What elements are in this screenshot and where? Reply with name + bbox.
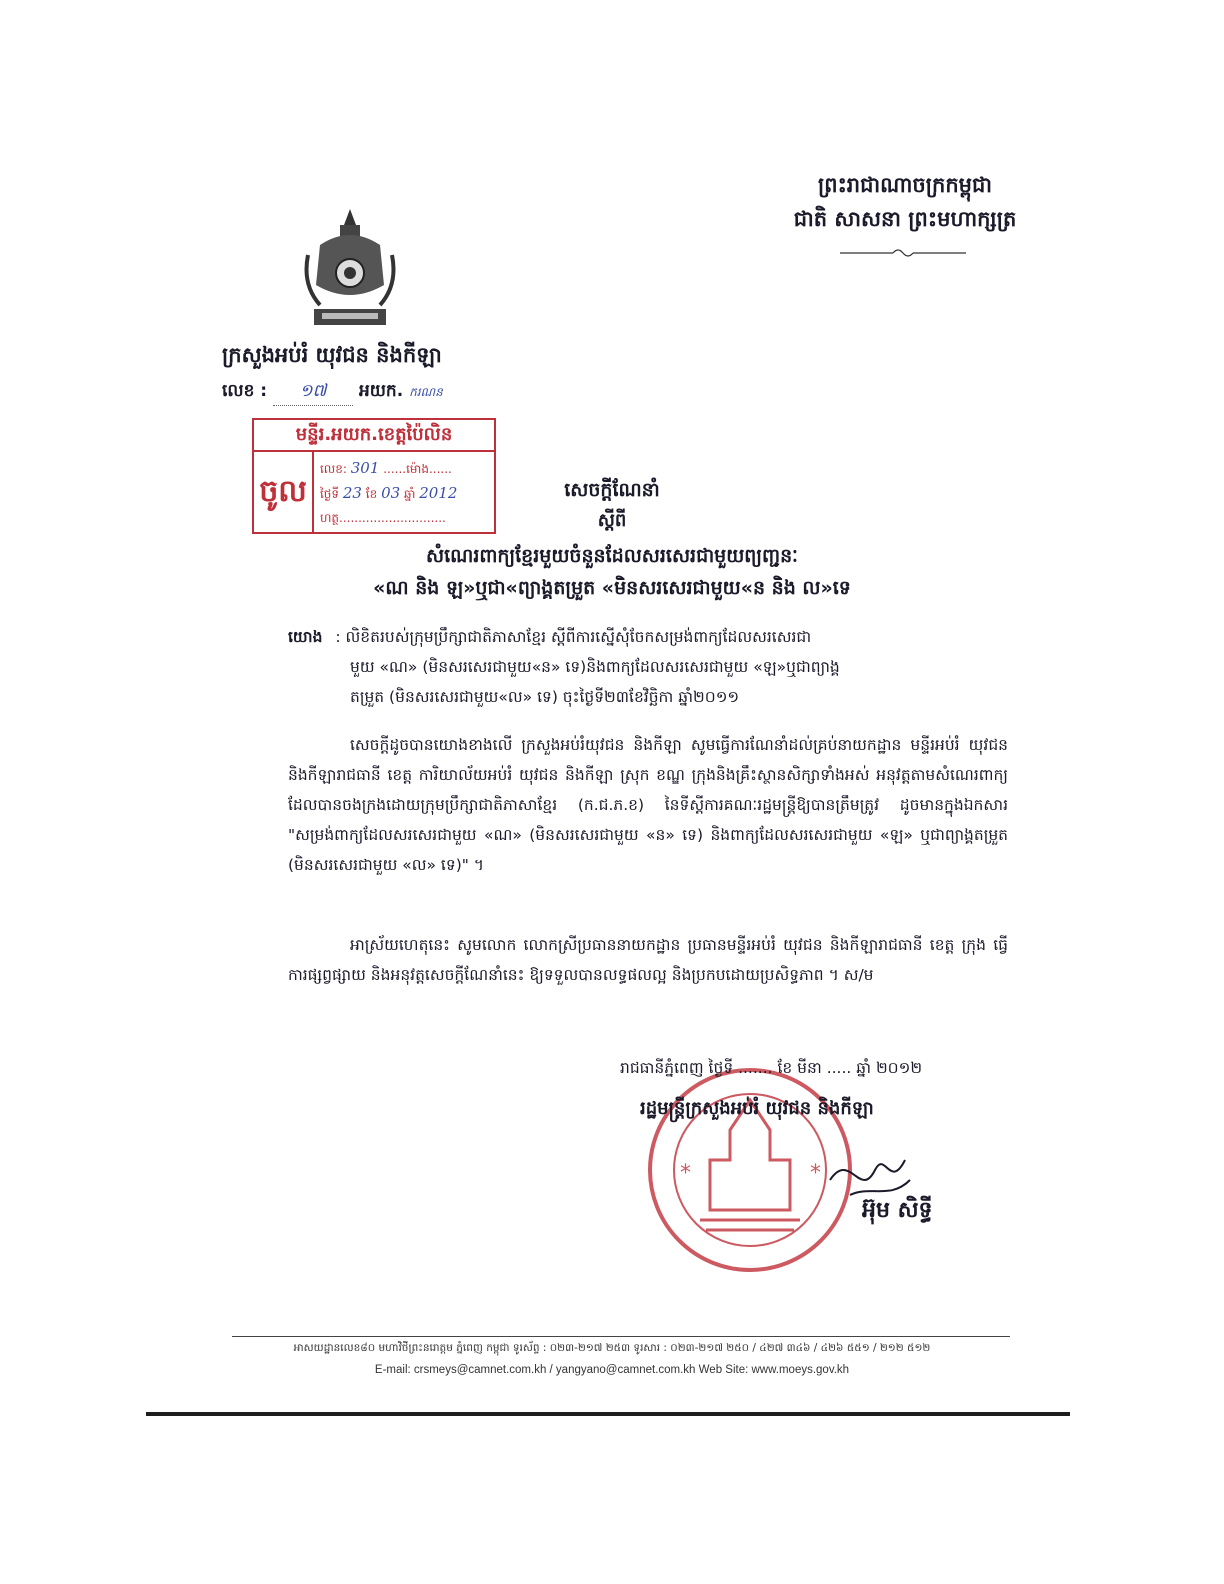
stamp-sign-label: ហត្ថ [320, 511, 340, 525]
stamp-title: មន្ទីរ.អយក.ខេត្តប៉ៃលិន [254, 420, 494, 452]
ref-suffix: អយក. [358, 381, 404, 401]
ministry-emblem-icon [300, 205, 400, 335]
stamp-number-label: លេខ: [320, 462, 347, 476]
stamp-fields: លេខ: 301 ......ម៉ោង...... ថ្ងៃទី 23 ខែ 03 ឆ្នាំ 2012 ហត្ថ............................ [320, 459, 458, 525]
national-motto: ជាតិ សាសនា ព្រះមហាក្សត្រ [793, 207, 1017, 231]
stamp-number-value: 301 [350, 459, 380, 477]
signature-dateline: រាជធានីភ្នំពេញ ថ្ងៃទី ....... ខែ មីនា ..... ឆ្នាំ ២០១២ [620, 1059, 923, 1077]
ref-code: ករណន [409, 385, 443, 399]
document-about: ស្តីពី [597, 510, 627, 531]
svg-text:*: * [680, 1161, 691, 1186]
reference-line-2: មួយ «ណ» (មិនសរសេរជាមួយ«ន» ទេ)និងពាក្យដែលសរសេរជាមួយ «ឡ»ឬជាព្យាង្គ [350, 658, 840, 676]
svg-text:*: * [810, 1161, 821, 1186]
stamp-year-label: ឆ្នាំ [403, 487, 416, 501]
motto-ornament [838, 246, 968, 260]
footer-address: អាសយដ្ឋានលេខ៨០ មហាវិថីព្រះនរោត្តម ភ្នំពេញ កម្ពុជា ទូរស័ព្ទ : ០២៣-២១៧ ២៥៣ ទូរសារ : ០២៣-២១៧ ២៥០ / ៤២៧ ៣៤៦ / ៤២៦ ៥៥១ / ២១២ ៥១២ [293, 1342, 931, 1354]
kingdom-title: ព្រះរាជាណាចក្រកម្ពុជា [817, 173, 992, 197]
stamp-time-label: ម៉ោង [406, 462, 429, 476]
document-subject [0, 540, 1224, 604]
body-paragraph-1: សេចក្តីដូចបានយោងខាងលើ ក្រសួងអប់រំយុវជន និងកីឡា សូមធ្វើការណែនាំដល់គ្រប់នាយកដ្ឋាន មន្ទីរអប់រំ យុវជន និងកីឡារាជធានី ខេត្ត ការិយាល័យអប់រំ យុវជន និងកីឡា ស្រុក ខណ្ឌ ក្រុងនិងគ្រឹះស្ថានសិក្សាទាំងអស់ អនុវត្តតាមសំណេរពាក្យ ដែលបានចងក្រងដោយក្រុមប្រឹក្សាជាតិភាសាខ្មែរ (ក.ជ.ភ.ខ) នៃទីស្តីការគណៈរដ្ឋមន្ត្រីឱ្យបានត្រឹមត្រូវ ដូចមានក្នុងឯកសារ "សម្រង់ពាក្យដែលសរសេរជាមួយ «ណ» (មិនសរសេរជាមួយ «ន» ទេ) និងពាក្យដែលសរសេរជាមួយ «ឡ» ឬជាព្យាង្គតម្រួត (មិនសរសេរជាមួយ «ល» ទេ)" ។ [288, 736, 1008, 874]
stamp-date-value: 23 [342, 484, 362, 502]
stamp-date-label: ថ្ងៃទី [320, 487, 340, 501]
reference-line-1: : លិខិតរបស់ក្រុមប្រឹក្សាជាតិភាសាខ្មែរ ស្តីពីការស្នើសុំចែកសម្រង់ពាក្យដែលសរសេរជា [335, 628, 812, 646]
stamp-year-value: 2012 [419, 484, 458, 502]
body-paragraph-2: អាស្រ័យហេតុនេះ សូមលោក លោកស្រីប្រធាននាយកដ្ឋាន ប្រធានមន្ទីរអប់រំ យុវជន និងកីឡារាជធានី ខេត្ត ក្រុង ធ្វើការផ្សព្វផ្សាយ និងអនុវត្តសេចក្តីណែនាំនេះ ឱ្យទទួលបានលទ្ធផលល្អ និងប្រកបដោយប្រសិទ្ធភាព ។ ស/ម [288, 936, 1008, 984]
stamp-month-label: ខែ [365, 487, 378, 501]
ref-number: ១៧ [273, 380, 353, 406]
ref-label: លេខ : [222, 381, 268, 401]
document-type: សេចក្តីណែនាំ [564, 479, 660, 501]
subject-line-1: សំណេរពាក្យខ្មែរមួយចំនួនដែលសរសេរជាមួយព្យញ្ជនៈ [426, 545, 798, 567]
ministry-name: ក្រសួងអប់រំ យុវជន និងកីឡា [222, 343, 442, 367]
reference-block [288, 622, 1008, 712]
kingdom-header [770, 168, 1040, 236]
footer-divider [232, 1336, 1010, 1337]
stamp-received-mark: ចូល [254, 452, 314, 532]
stamp-month-value: 03 [381, 484, 401, 502]
page-bottom-bar [146, 1412, 1070, 1416]
footer-contact: E-mail: crsmeys@camnet.com.kh / yangyano@camnet.com.kh Web Site: www.moeys.gov.kh [374, 1364, 850, 1376]
reference-number-line [222, 380, 443, 406]
minister-name: អ៊ុម សិទ្ធី [862, 1198, 933, 1223]
minister-title: រដ្ឋមន្ត្រីក្រសួងអប់រំ យុវជន និងកីឡា [640, 1098, 874, 1119]
subject-line-2: «ណ និង ឡ»ឬជា«ព្យាង្គតម្រួត «មិនសរសេរជាមួយ«ន និង ល»ទេ [373, 577, 851, 599]
reference-line-3: តម្រួត (មិនសរសេរជាមួយ«ល» ទេ) ចុះថ្ងៃទី២៣ខែវិច្ឆិកា ឆ្នាំ២០១១ [350, 688, 740, 706]
reference-label: យោង [288, 628, 323, 646]
